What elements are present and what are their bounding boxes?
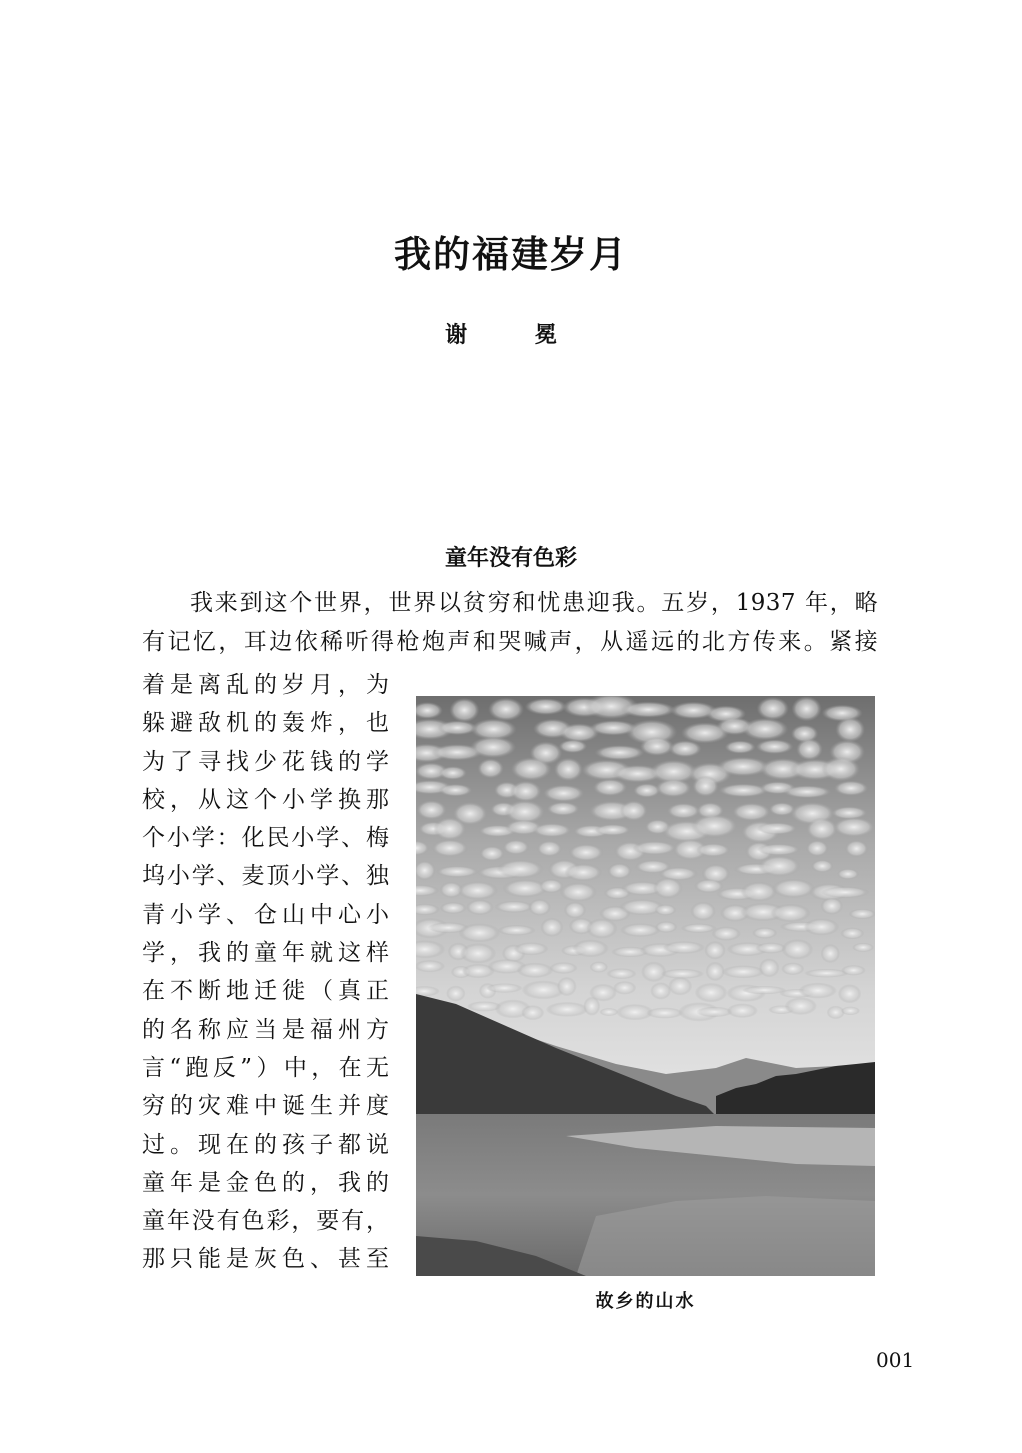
- column-line: 学，我的童年就这样: [142, 940, 390, 967]
- column-line: 个小学：化民小学、梅: [142, 825, 390, 852]
- column-line: 着是离乱的岁月，为: [142, 672, 390, 698]
- intro-paragraph: [142, 584, 878, 661]
- column-line: 青小学、仓山中心小: [142, 901, 390, 928]
- section-heading: 童年没有色彩: [444, 546, 577, 571]
- column-line: 童年没有色彩，要有，: [142, 1208, 390, 1235]
- column-line: 坞小学、麦顶小学、独: [142, 863, 390, 890]
- photo-caption: 故乡的山水: [595, 1291, 696, 1312]
- column-line: 的名称应当是福州方: [142, 1016, 390, 1043]
- column-line: 穷的灾难中诞生并度: [142, 1093, 390, 1120]
- wrapped-text-column: [142, 666, 390, 1279]
- column-line: 为了寻找少花钱的学: [142, 748, 390, 775]
- article-title: 我的福建岁月: [394, 232, 628, 276]
- paragraph-line: 有记忆，耳边依稀听得枪炮声和哭喊声，从遥远的北方传来。紧接: [142, 628, 878, 655]
- column-line: 童年是金色的，我的: [142, 1169, 390, 1196]
- column-line: 那只能是灰色、甚至: [142, 1246, 390, 1273]
- column-line: 过。现在的孩子都说: [142, 1131, 390, 1158]
- author-name: 谢 冕: [445, 322, 577, 348]
- landscape-photo: [416, 696, 875, 1276]
- column-line: 言“跑反”）中，在无: [142, 1054, 390, 1081]
- column-line: 躲避敌机的轰炸，也: [142, 710, 390, 737]
- column-line: 校，从这个小学换那: [142, 786, 390, 813]
- column-line: 在不断地迁徙（真正: [142, 978, 390, 1005]
- page-number: 001: [876, 1348, 915, 1372]
- paragraph-line: 我来到这个世界，世界以贫穷和忧患迎我。五岁，1937 年，略: [190, 590, 878, 616]
